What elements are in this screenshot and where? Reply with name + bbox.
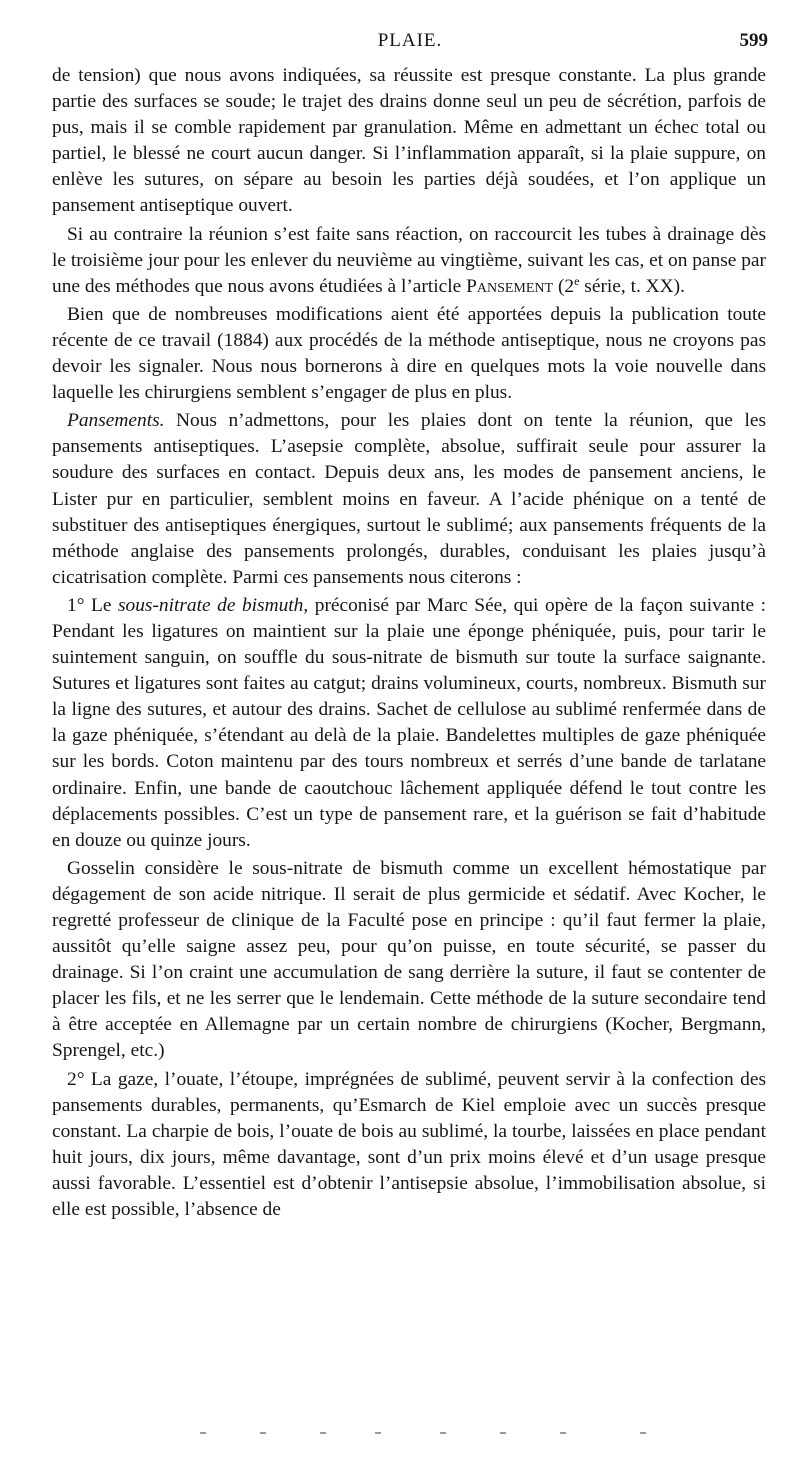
print-specks (200, 1432, 660, 1436)
paragraph-text: Si au contraire la réunion s’est faite sans réaction, on raccourcit les tubes à drainage dès le troisième jour pour les enlever du neuvième au vingtième, suivant les cas, et on panse par une des méthodes que nous avons étudiées à l’article (52, 223, 766, 297)
cross-reference: Pansement (466, 275, 554, 297)
item-heading: sous-nitrate de bismuth, (117, 594, 309, 616)
paragraph-item-2 (52, 1067, 766, 1224)
paragraph-item-1 (52, 593, 766, 854)
paragraph-text: La gaze, l’ouate, l’étoupe, imprégnées de sublimé, peuvent servir à la confection des pansements durables, permanents, qu’Esmarch de Kiel emploie avec un succès presque constant. La charpie de bois, l’ouate de bois au sublimé, la tourbe, laissées en place pendant huit jours, dix jours, même davantage, sont d’un prix moins élevé et d’un usage presque aussi favorable. L’essentiel est d’obtenir l’antisepsie absolue, l’immobilisation absolue, si elle est possible, l’absence de (52, 1068, 766, 1221)
page-number: 599 (739, 30, 768, 51)
paragraph-text: (2 (553, 275, 575, 297)
running-title: PLAIE. (377, 30, 443, 51)
item-number: 1° (67, 594, 85, 616)
section-heading: Pansements. (67, 410, 165, 432)
page-body (52, 63, 766, 1223)
paragraph-text: Le (84, 594, 118, 616)
paragraph-text: Nous n’admettons, pour les plaies dont on tente la réunion, que les pansements antiseptiques. L’asepsie complète, absolue, suffirait seule pour assurer la soudure des surfaces en contact. Depuis deux ans, les modes de pansement anciens, le Lister pur en particulier, semblent moins en faveur. A l’acide phénique on a tenté de substituer des antiseptiques énergiques, surtout le sublimé; aux pansements fréquents de la méthode anglaise des pansements prolongés, durables, conduisant les plaies jusqu’à cicatrisation complète. Parmi ces pansements nous citerons : (52, 410, 766, 588)
paragraph-continued: de tension) que nous avons indiquées, sa réussite est presque constante. La plus grande partie des surfaces se soude; le trajet des drains donne seul un peu de sécrétion, parfois de pus, mais il se comble rapidement par granulation. Même en admettant un échec total ou partiel, le blessé ne court aucun danger. Si l’inflammation apparaît, si la plaie suppure, on enlève les sutures, on sépare au besoin les parties déjà soudées, et l’on applique un pansement antiseptique ouvert. (52, 65, 766, 217)
paragraph-gosselin: Gosselin considère le sous-nitrate de bismuth comme un excellent hémostatique par dégagement de son acide nitrique. Il serait de plus germicide et sédatif. Avec Kocher, le regretté professeur de clinique de la Faculté pose en principe : qu’il faut fermer la plaie, aussitôt qu’elle saigne assez peu, pour qu’on puisse, en toute sécurité, se passer du drainage. Si l’on craint une accumulation de sang derrière la suture, il faut se contenter de placer les fils, et ne les serrer que le lendemain. Cette méthode de la suture secondaire tend à être acceptée en Allemagne par un certain nombre de chirurgiens (Kocher, Bergmann, Sprengel, etc.) (52, 857, 766, 1062)
paragraph-text: préconisé par Marc Sée, qui opère de la façon suivante : Pendant les ligatures on maintient sur la plaie une éponge phéniquée, puis, pour tarir le suintement sanguin, on souffle du sous-nitrate de bismuth sur toute la surface saignante. Sutures et ligatures sont faites au catgut; drains volumineux, courts, nombreux. Bismuth sur la ligne des sutures, et autour des drains. Sachet de cellulose au sublimé renfermée dans de la gaze phéniquée, s’étendant au delà de la plaie. Bandelettes multiples de gaze phéniquée sur les bords. Coton maintenu par des tours nombreux et serrés d’une bande de tarlatane ordinaire. Enfin, une bande de caoutchouc lâchement appliquée défend le tout contre les déplacements possibles. C’est un type de pansement rare, et la guérison se fait d’habitude en douze ou quinze jours. (52, 594, 766, 851)
paragraph-reunion (52, 222, 766, 300)
superscript: e (574, 273, 580, 288)
paragraph-pansements (52, 408, 766, 591)
item-number: 2° (67, 1068, 85, 1090)
paragraph-modifications: Bien que de nombreuses modifications aient été apportées depuis la publication toute récente de ce travail (1884) aux procédés de la méthode antiseptique, nous ne croyons pas devoir les signaler. Nous nous bornerons à dire en quelques mots la voie nouvelle dans laquelle les chirurgiens semblent s’engager de plus en plus. (52, 303, 766, 404)
paragraph-text: série, t. XX). (579, 275, 685, 297)
running-head (52, 30, 768, 58)
